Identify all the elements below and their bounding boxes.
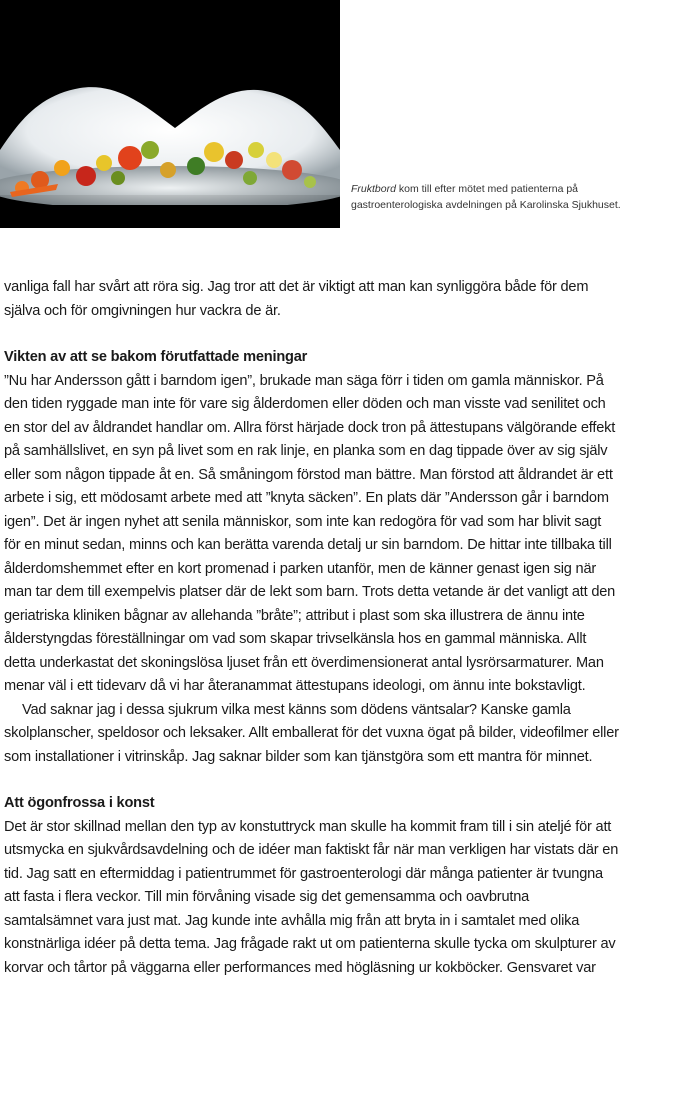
paragraph-waiting-rooms: Vad saknar jag i dessa sjukrum vilka mest känns som dödens väntsalar? Kanske gamla skolplanscher, speldosor och leksaker. Allt emballerat för det vuxna ögat på bilder, videofilmer eller som installationer i vitrinskåp. Jag saknar bilder som kan tjänstgöra som ett mantra för minnet. xyxy=(4,701,619,765)
article-body xyxy=(4,276,620,980)
paragraph-intro: vanliga fall har svårt att röra sig. Jag tror att det är viktigt att man kan synliggöra både för dem själva och för omgivningen hur vackra de är. xyxy=(4,279,589,319)
caption-text: kom till efter mötet med patienterna på gastroenterologiska avdelningen på Karolinska Sjukhuset. xyxy=(351,183,621,211)
caption-title: Fruktbord xyxy=(351,183,396,195)
section-heading-1: Vikten av att se bakom förutfattade meningar xyxy=(4,349,308,365)
paragraph-andersson: ”Nu har Andersson gått i barndom igen”, brukade man säga förr i tiden om gamla människor. På den tiden ryggade man inte för vare sig ålderdomen eller döden och man visste vad senilitet och en stor del av åldrandet handlar om. Allra först härjade dock tron på ättestupans välgörande effekt på samhällslivet, en syn på livet som en rak linje, en planka som en dag tippade över av sig själv eller som någon tippade åt en. Så småningom förstod man bättre. Man förstod att åldrandet är ett arbete i sig, ett mödosamt arbete med att ”knyta säcken”. En plats där ”Andersson går i barndom igen”. Det är ingen nyhet att senila människor, som inte kan redogöra för vad som har blivit sagt för en minut sedan, minns och kan berätta varenda detalj ur sin barndom. De hittar inte tillbaka till ålderdomshemmet efter en kort promenad i parken utanför, men de känner genast igen sig när man tar dem till exempelvis platser där de lekt som barn. Trots detta vetande är det vanligt att den geriatriska kliniken bågnar av allehanda ”bråte”; attribut i plast som ska illustrera de ännu inte ålderstyngdas föreställningar om vad som skapar trivselkänsla hos en gammal människa. Allt detta underkastat det skoningslösa ljuset från ett överdimensionerat antal lysrörsarmaturer. Man menar väl i ett tidevarv då vi har återanammat ättestupans ideologi, om ännu inte bokstavligt. xyxy=(4,372,616,694)
fruit-table-photo xyxy=(0,0,340,228)
photo-caption xyxy=(351,181,651,213)
section-heading-2: Att ögonfrossa i konst xyxy=(4,795,155,811)
paragraph-art: Det är stor skillnad mellan den typ av konstuttryck man skulle ha kommit fram till i sin ateljé för att utsmycka en sjukvårdsavdelning och de idéer man faktiskt får när man verkligen har vistats där en tid. Jag satt en eftermiddag i patientrummet för gastroenterologi där många patienter är tvungna att fasta i flera veckor. Till min förvåning visade sig det gemensamma och oavbrutna samtalsämnet vara just mat. Jag kunde inte avhålla mig från att bryta in i samtalet med olika konstnärliga idéer på detta tema. Jag frågade rakt ut om patienterna skulle tycka om skulpturer av korvar och tårtor på väggarna eller performances med högläsning ur kokböcker. Gensvaret var xyxy=(4,818,619,976)
